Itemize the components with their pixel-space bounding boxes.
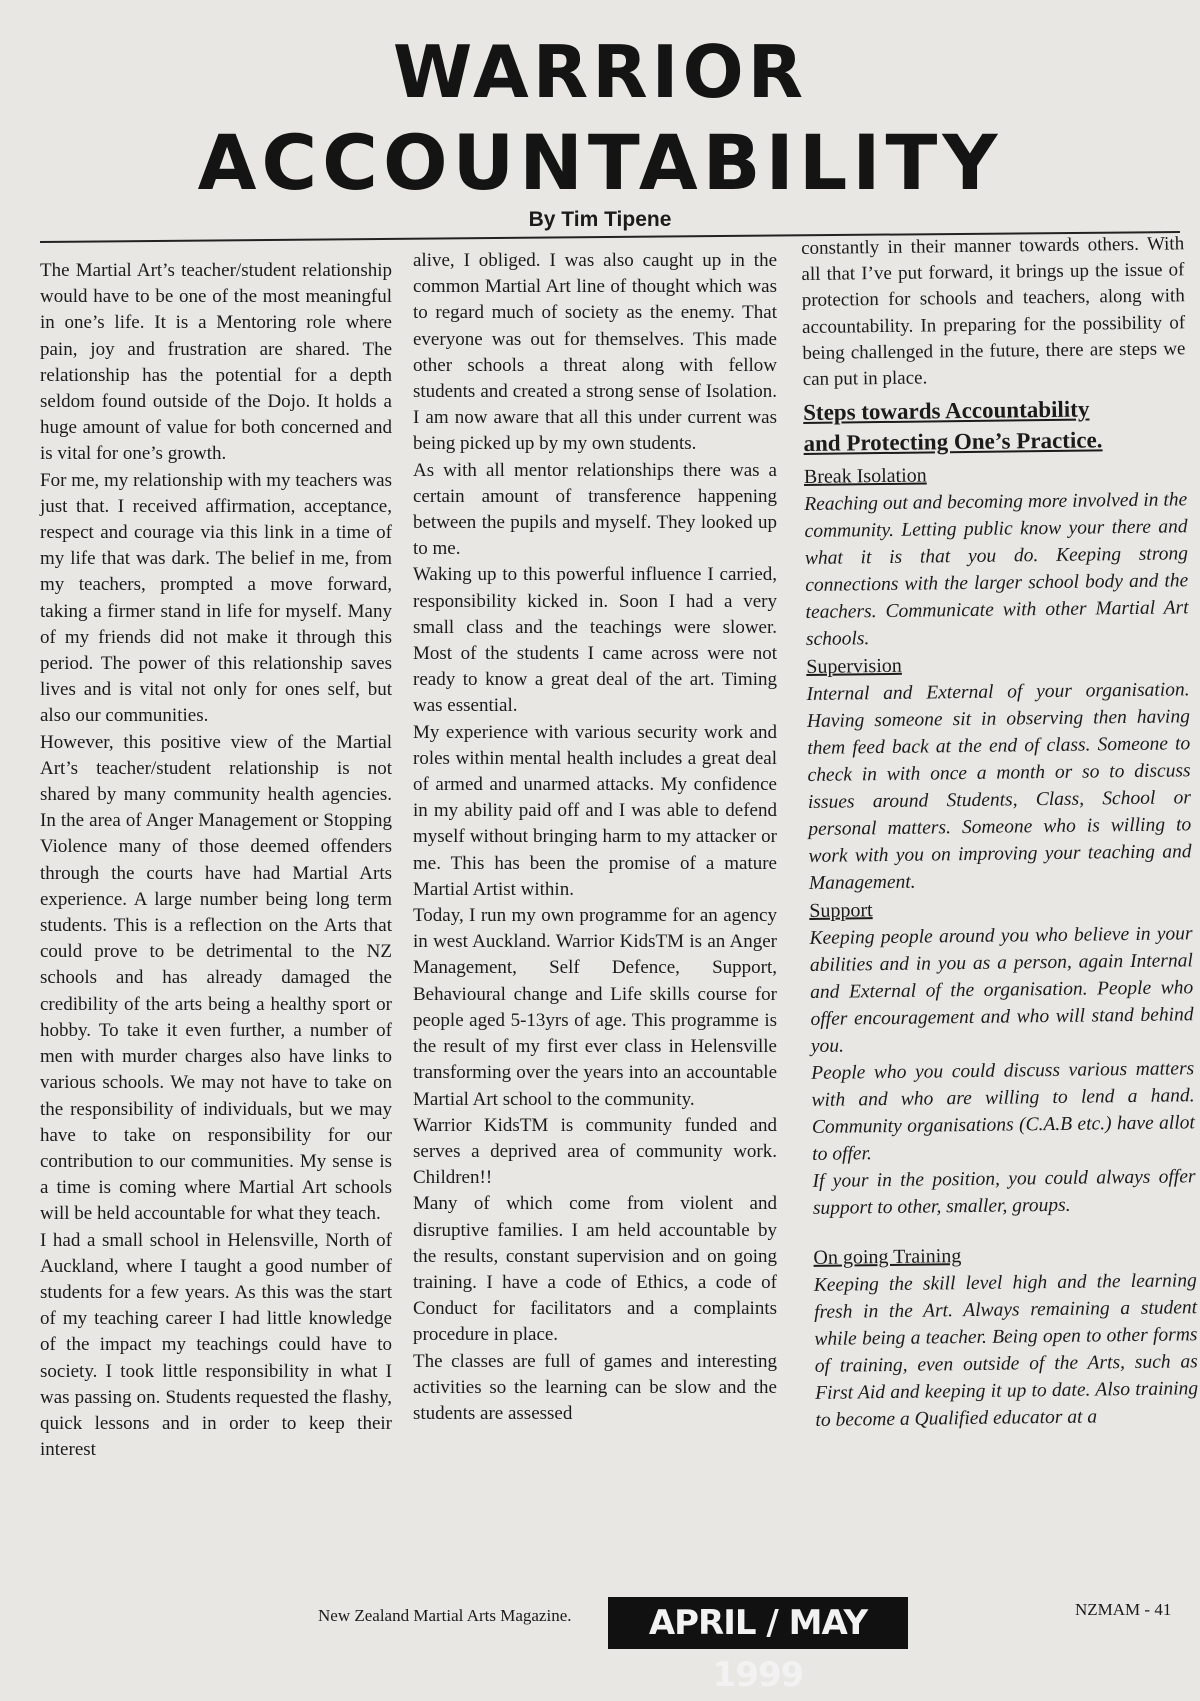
paragraph: Today, I run my own programme for an agency in west Auckland. Warrior KidsTM is an Anger Management, Self Defence, Support, Behavioural change and Life skills course for people aged 5-13yrs of age. This programme is the result of my first ever class in Helensville transforming over the years into an accountable Martial Art school to the community. <box>413 905 777 1110</box>
paragraph: Warrior KidsTM is community funded and serves a deprived area of community work. Children!! <box>413 1114 777 1189</box>
paragraph: I had a small school in Helensville, North of Auckland, where I taught a good number of students for a few years. As this was the start of my teaching career I had little knowledge of the impact my teachings could have to society. I took little responsibility in what I was passing on. Students requested the flashy, quick lessons and in order to keep their interest <box>40 1229 392 1461</box>
paragraph: As with all mentor relationships there was a certain amount of transference happening between the pupils and myself. They looked up to me. <box>413 459 777 560</box>
paragraph: Waking up to this powerful influence I carried, responsibility kicked in. Soon I had a very small class and the teachings were slower. Most of the students I came across were not ready to know a great deal of the art. Timing was essential. <box>413 564 777 717</box>
column-2 <box>413 248 777 1427</box>
section-body: People who you could discuss various matters with and who are willing to lend a hand. Community organisations (C.A.B etc.) have allot to offer. <box>811 1058 1195 1166</box>
paragraph: Many of which come from violent and disruptive families. I am held accountable by the results, constant supervision and on going training. I have a code of Ethics, a code of Conduct for facilitators and a complaints procedure in place. <box>413 1193 777 1346</box>
paragraph: My experience with various security work and roles within mental health includes a great deal of armed and unarmed attacks. My confidence in my ability paid off and I was able to defend myself without bringing harm to my attacker or me. This has been the promise of a mature Martial Artist within. <box>413 721 777 900</box>
steps-heading <box>803 393 1187 460</box>
issue-date-banner: APRIL / MAY 1999 <box>608 1597 908 1649</box>
steps-heading-line-2: and Protecting One’s Practice. <box>803 427 1103 457</box>
section-heading-on-going-training: On going Training <box>813 1245 962 1270</box>
section-heading-break-isolation: Break Isolation <box>803 464 927 489</box>
section-heading-supervision: Supervision <box>806 655 902 679</box>
section-heading-support: Support <box>809 899 873 923</box>
column-3 <box>801 231 1199 1434</box>
paragraph: constantly in their manner towards others. With all that I’ve put forward, it brings up the issue of protection for schools and teachers, along with accountability. In preparing for the possibility of being challenged in the future, there are steps we can put in place. <box>801 233 1186 391</box>
paragraph: For me, my relationship with my teachers was just that. I received affirmation, acceptance, respect and courage via this link in a time of my life that was dark. The belief in me, from my teachers, prompted a move forward, taking a firmer stand in life for myself. Many of my friends did not make it through this period. The power of this relationship saves lives and is vital not only for ones self, but also our communities. <box>40 469 392 727</box>
paragraph: alive, I obliged. I was also caught up in the common Martial Art line of thought which was to regard much of society as the enemy. That everyone was out for themselves. This made other schools a threat along with fellow students and created a strong sense of Isolation. I am now aware that all this under current was being picked up by my own students. <box>413 250 777 455</box>
magazine-name: New Zealand Martial Arts Magazine. <box>318 1606 572 1625</box>
steps-heading-line-1: Steps towards Accountability <box>803 396 1090 426</box>
paragraph: However, this positive view of the Martial Art’s teacher/student relationship is not shared by many community health agencies. In the area of Anger Management or Stopping Violence many of those deemed offenders through the courts have had Martial Arts experience. A large number being long term students. This is a reflection on the Arts that could prove to be detrimental to the NZ schools and has already damaged the credibility of the arts being a healthy sport or hobby. To take it even further, a number of men with murder charges also have links to various schools. We may not have to take on the responsibility of individuals, but we may have to take on responsibility for our contribution to our communities. My sense is a time is coming where Martial Art schools will be held accountable for what they teach. <box>40 731 392 1225</box>
page-number: NZMAM - 41 <box>1075 1600 1172 1619</box>
title-line-1: WARRIOR <box>392 30 808 114</box>
byline: By Tim Tipene <box>528 208 672 231</box>
paragraph: The Martial Art’s teacher/student relationship would have to be one of the most meaningful in one’s life. It is a Mentoring role where pain, joy and frustration are shared. The relationship has the potential for a depth seldom found outside of the Dojo. It holds a huge amount of value for both concerned and is vital for one’s growth. <box>40 260 392 465</box>
paragraph: The classes are full of games and interesting activities so the learning can be slow and the students are assessed <box>413 1350 777 1424</box>
section-body: Reaching out and becoming more involved in the community. Letting public know your there and what it is that you do. Keeping strong connections with the larger school body and the teachers. Communicate with other Martial Art schools. <box>804 489 1189 651</box>
section-body: Internal and External of your organisation. Having someone sit in observing then having them feed back at the end of class. Someone to check in with once a month or so to discuss issues around Students, Class, School or personal matters. Someone who is willing to work with you on improving your teaching and Management. <box>806 679 1192 895</box>
section-body: Keeping the skill level high and the learning fresh in the Art. Always remaining a student while being a teacher. Being open to other forms of training, even outside of the Arts, such as First Aid and keeping it up to date. Also training to become a Qualified educator at a <box>813 1270 1199 1432</box>
section-body: Keeping people around you who believe in your abilities and in you as a person, again Internal and External of the organisation. People who offer encouragement and who will stand behind you. <box>809 923 1194 1058</box>
title-line-2: ACCOUNTABILITY <box>197 118 1003 207</box>
section-body: If your in the position, you could always offer support to other, smaller, groups. <box>812 1166 1196 1220</box>
column-1 <box>40 258 392 1463</box>
